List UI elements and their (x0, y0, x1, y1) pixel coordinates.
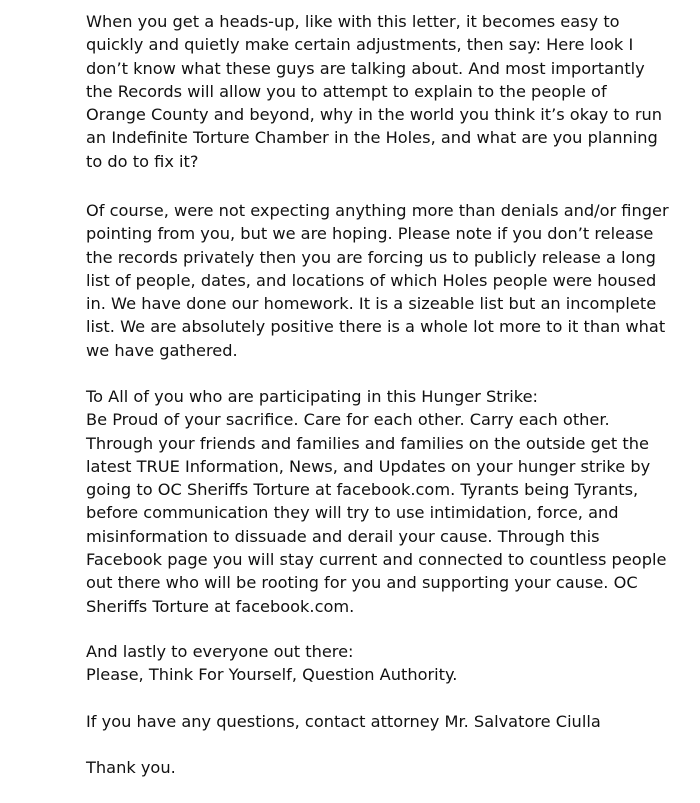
text-line: out there who will be rooting for you and supporting your cause. OC (86, 573, 638, 593)
text-line: Through your friends and families and families on the outside get the (86, 433, 649, 453)
text-line: Sheriffs Torture at facebook.com. (86, 596, 355, 616)
text-line: When you get a heads-up, like with this letter, it becomes easy to (86, 12, 620, 31)
text-line: an Indefinite Torture Chamber in the Holes, and what are you planning (86, 128, 658, 148)
text-line: Orange County and beyond, why in the world you think it’s okay to run (86, 105, 662, 125)
text-line: If you have any questions, contact attorney Mr. Salvatore Ciulla (86, 712, 601, 731)
text-line: list of people, dates, and locations of which Holes people were housed (86, 270, 657, 290)
text-line: to do to fix it? (86, 151, 199, 171)
text-line: Of course, were not expecting anything more than denials and/or finger (86, 201, 669, 220)
text-line: Please, Think For Yourself, Question Authority. (86, 665, 458, 685)
text-line: To All of you who are participating in this Hunger Strike: (86, 387, 539, 406)
paragraph-public-release (86, 199, 676, 362)
text-line: quickly and quietly make certain adjustments, then say: Here look I (86, 35, 634, 55)
text-line: we have gathered. (86, 340, 238, 360)
text-line: the Records will allow you to attempt to explain to the people of (86, 81, 607, 101)
text-line: the records privately then you are forcing us to publicly release a long (86, 247, 656, 267)
text-line: latest TRUE Information, News, and Updates on your hunger strike by (86, 456, 651, 476)
text-line: Facebook page you will stay current and connected to countless people (86, 550, 667, 570)
text-line: before communication they will try to use intimidation, force, and (86, 503, 619, 523)
text-line: misinformation to dissuade and derail your cause. Through this (86, 526, 600, 546)
text-line: in. We have done our homework. It is a sizeable list but an incomplete (86, 294, 657, 314)
text-line: Thank you. (86, 758, 176, 777)
paragraph-closing-message (86, 640, 676, 687)
text-line: pointing from you, but we are hoping. Please note if you don’t release (86, 224, 654, 244)
text-line: And lastly to everyone out there: (86, 642, 354, 661)
paragraph-sign-off (86, 756, 676, 779)
text-line: going to OC Sheriffs Torture at facebook.com. Tyrants being Tyrants, (86, 480, 639, 500)
text-line: Be Proud of your sacrifice. Care for each other. Carry each other. (86, 410, 610, 430)
text-line: list. We are absolutely positive there is a whole lot more to it than what (86, 317, 666, 337)
paragraph-records-explanation (86, 10, 676, 173)
paragraph-hunger-strike (86, 385, 676, 618)
text-line: don’t know what these guys are talking about. And most importantly (86, 58, 645, 78)
paragraph-contact (86, 710, 676, 733)
